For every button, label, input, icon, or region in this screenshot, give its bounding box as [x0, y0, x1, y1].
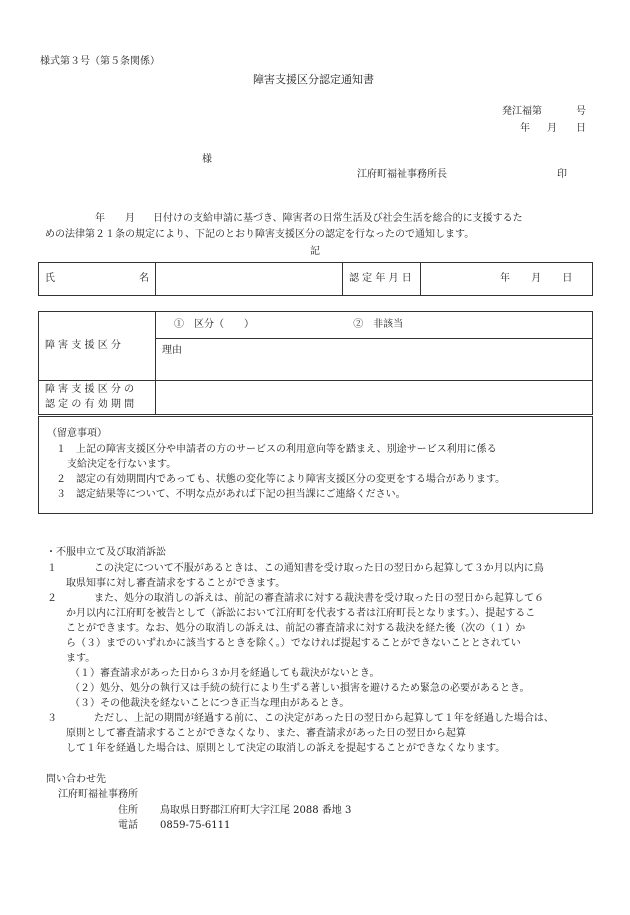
contact-address: 鳥取県日野郡江府町大字江尾 2088 番地 3 — [160, 805, 352, 816]
note-item-1-line-1: １ 上記の障害支援区分や申請者の方のサービスの利用意向等を踏まえ、別途サービス利用に係る — [56, 444, 497, 455]
appeal-1-line-1: この決定について不服があるときは、この通知書を受け取った日の翌日から起算して３か月以内に鳥 — [94, 563, 544, 574]
reason-field[interactable] — [156, 339, 593, 381]
contact-office: 江府町福祉事務所 — [58, 789, 138, 800]
appeal-2-line-3: ことができます。なお、処分の取消しの訴えは、前記の審査請求に対する裁決を経た後（次の（１）か — [66, 623, 526, 634]
validity-period-label — [39, 381, 156, 415]
ki-mark: 記 — [310, 246, 320, 257]
intro-month: 月 — [125, 213, 135, 224]
category-options[interactable] — [156, 312, 593, 339]
appeal-heading: ・不服申立て及び取消訴訟 — [46, 547, 166, 558]
name-field[interactable] — [156, 263, 343, 296]
contact-phone: 0859-75-6111 — [160, 820, 231, 831]
appeal-2-line-2: か月以内に江府町を被告として（訴訟において江府町を代表する者は江府町長となります。）、提起するこ — [66, 608, 536, 619]
document-title: 障害支援区分認定通知書 — [253, 73, 374, 86]
cert-year: 年 — [500, 273, 510, 284]
intro-line-2: めの法律第２１条の規定により、下記のとおり障害支援区分の認定を行なったので通知します。 — [45, 229, 475, 240]
issue-date-month: 月 — [547, 123, 557, 134]
certification-date-label: 認 定 年 月 日 — [343, 263, 421, 296]
contact-heading: 問い合わせ先 — [46, 774, 106, 785]
contact-phone-label: 電話 — [118, 820, 138, 831]
appeal-sub-2: （２）処分、処分の執行又は手続の続行により生ずる著しい損害を避けるため緊急の必要があるとき。 — [70, 683, 530, 694]
appeal-sub-1: （１）審査請求があった日から３か月を経過しても裁決がないとき。 — [70, 668, 380, 679]
appeal-1-line-2: 取県知事に対し審査請求をすることができます。 — [66, 578, 286, 589]
support-category-table — [38, 311, 593, 415]
validity-period-label-2: 認 定 の 有 効 期 間 — [45, 398, 135, 410]
cert-day: 日 — [562, 273, 573, 284]
appeal-1-number: １ — [47, 563, 57, 574]
issue-number-suffix: 号 — [576, 106, 586, 117]
intro-year: 年 — [95, 213, 105, 224]
appeal-2-line-1: また、処分の取消しの訴えは、前記の審査請求に対する裁決書を受け取った日の翌日から起算して６ — [94, 593, 544, 604]
name-label-1: 氏 — [45, 273, 55, 284]
appeal-3-number: ３ — [47, 713, 57, 724]
appeal-sub-3: （３）その他裁決を経ないことにつき正当な理由があるとき。 — [70, 698, 350, 709]
issue-date-year: 年 — [520, 123, 530, 134]
certification-date-field[interactable] — [421, 263, 593, 296]
note-item-1-line-2: 支給決定を行ないます。 — [67, 459, 177, 470]
option-not-applicable[interactable]: ② 非該当 — [353, 319, 404, 330]
sender-name: 江府町福祉事務所長 — [357, 169, 447, 180]
cert-month: 月 — [531, 273, 542, 284]
intro-line-1: 日付けの支給申請に基づき、障害者の日常生活及び社会生活を総合的に支援するた — [153, 213, 523, 224]
validity-period-field[interactable] — [156, 381, 593, 415]
option-category[interactable]: ① 区分（ ） — [174, 319, 254, 330]
contact-address-label: 住所 — [118, 805, 138, 816]
validity-period-label-1: 障 害 支 援 区 分 の — [45, 384, 135, 395]
certification-date-table — [38, 262, 593, 296]
appeal-2-line-5: ます。 — [66, 653, 96, 664]
appeal-3-line-2: 原則として審査請求することができなくなり、また、審査請求があった日の翌日から起算 — [66, 728, 466, 739]
name-label — [39, 263, 156, 296]
form-number: 様式第３号（第５条関係） — [40, 56, 160, 67]
appeal-2-line-4: ら（３）までのいずれかに該当するときを除く。）でなければ提起することができないこととされてい — [66, 638, 521, 649]
addressee-honorific: 様 — [202, 154, 212, 165]
appeal-3-line-1: ただし、上記の期間が経過する前に、この決定があった日の翌日から起算して１年を経過した場合は、 — [94, 713, 554, 724]
seal-mark: 印 — [557, 169, 567, 180]
note-item-3: ３ 認定結果等について、不明な点があれば下記の担当課にご連絡ください。 — [56, 489, 406, 500]
note-item-2: ２ 認定の有効期間内であっても、状態の変化等により障害支援区分の変更をする場合があります。 — [56, 474, 506, 485]
notes-heading: （留意事項） — [47, 428, 107, 439]
issue-date-day: 日 — [576, 123, 586, 134]
appeal-3-line-3: して１年を経過した場合は、原則として決定の取消しの訴えを提起することができなくなります。 — [66, 743, 506, 754]
appeal-2-number: ２ — [47, 593, 57, 604]
category-label: 障 害 支 援 区 分 — [39, 312, 156, 381]
issue-number-prefix: 発江福第 — [502, 106, 542, 117]
reason-label: 理由 — [162, 345, 182, 356]
name-label-2: 名 — [139, 273, 149, 284]
